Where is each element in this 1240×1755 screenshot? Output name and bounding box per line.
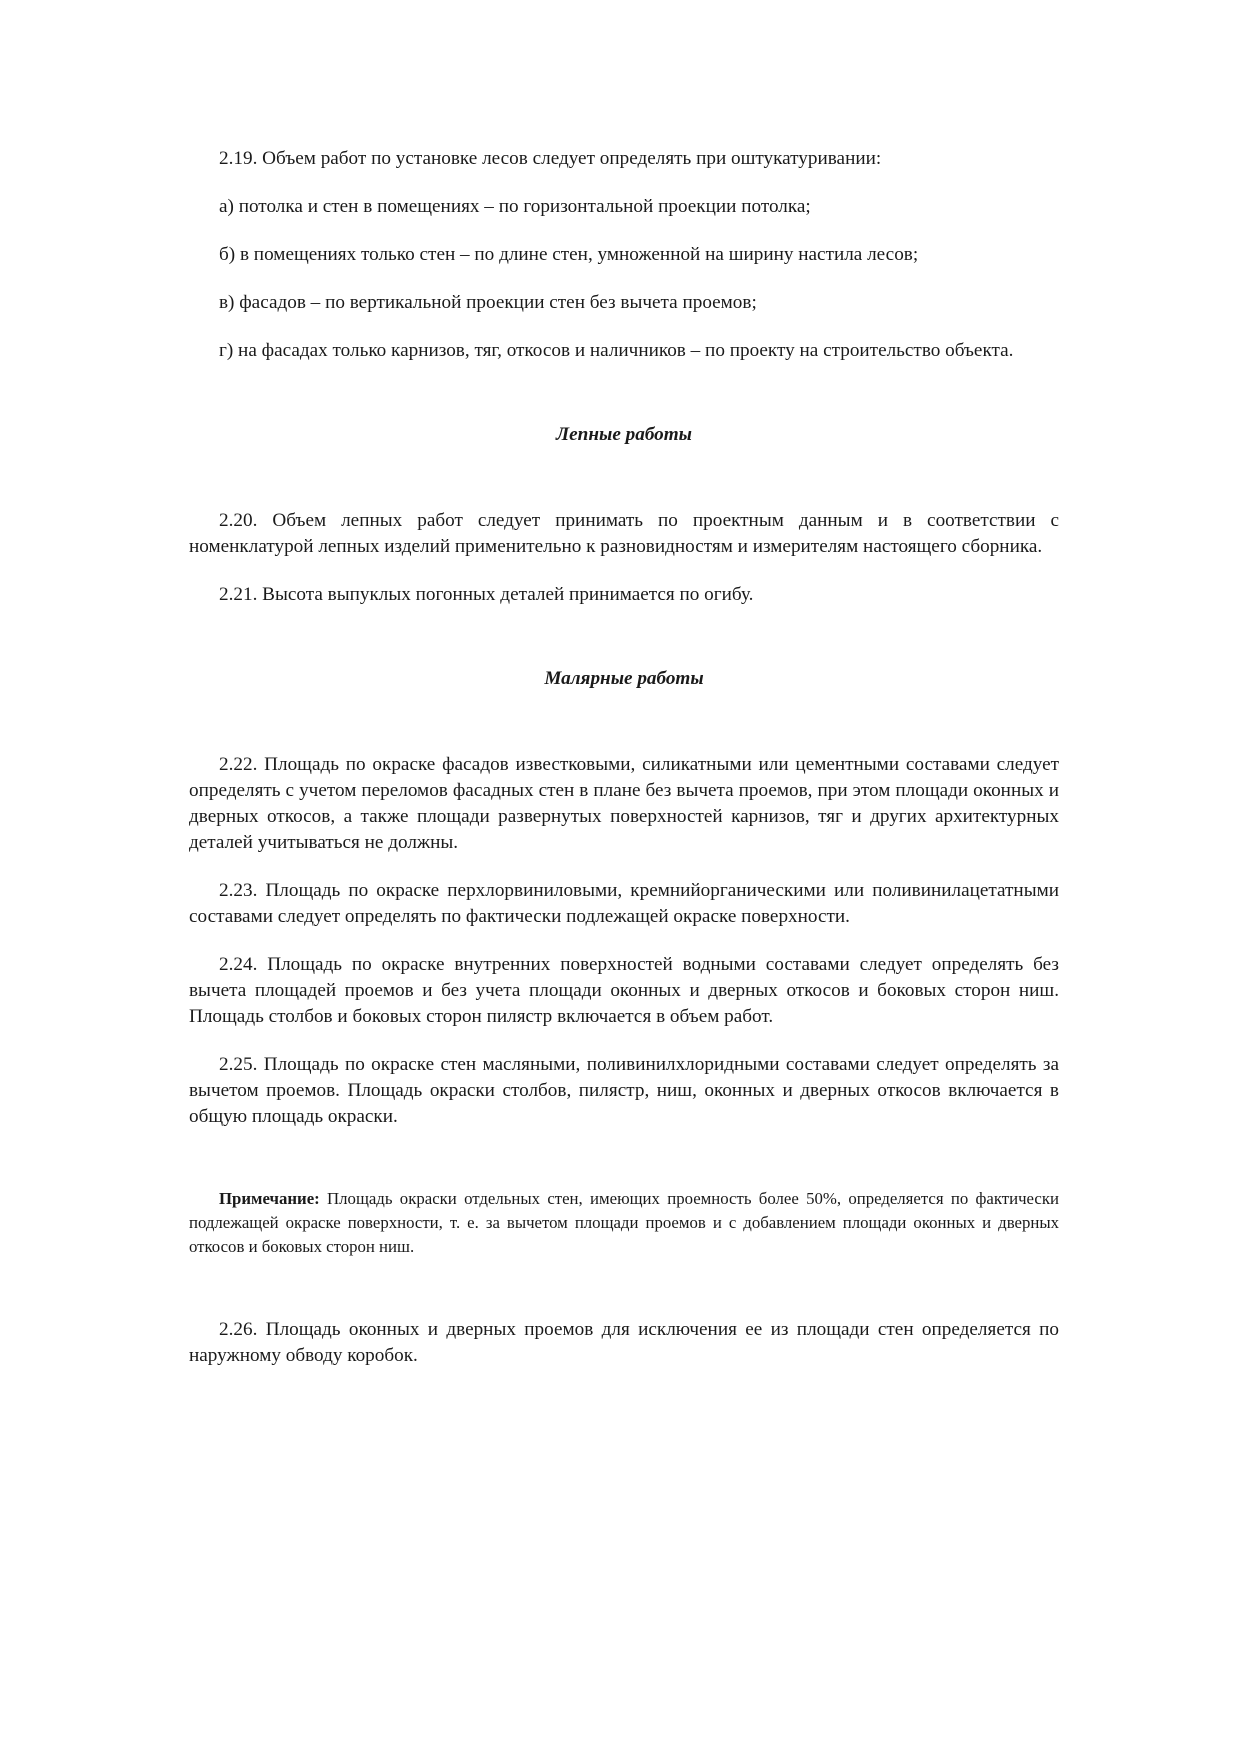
note-label: Примечание: — [219, 1189, 320, 1208]
paragraph-2-23: 2.23. Площадь по окраске перхлорвиниловыми, кремнийорганическими или поливинилацетатными составами следует определять по фактически подлежащей окраске поверхности. — [189, 880, 1059, 927]
paragraph-2-19: 2.19. Объем работ по установке лесов следует определять при оштукатуривании: — [219, 148, 882, 169]
note-paragraph — [189, 1187, 1059, 1259]
paragraph-2-25: 2.25. Площадь по окраске стен масляными, поливинилхлоридными составами следует определять за вычетом проемов. Площадь окраски столбов, пилястр, ниш, оконных и дверных откосов включается в общую площадь окраски. — [189, 1054, 1059, 1127]
document-page — [189, 146, 1059, 1391]
section-heading-painting: Малярные работы — [544, 668, 704, 689]
list-item-v: в) фасадов – по вертикальной проекции стен без вычета проемов; — [219, 292, 757, 313]
paragraph-2-24: 2.24. Площадь по окраске внутренних поверхностей водными составами следует определять без вычета площадей проемов и без учета площади оконных и дверных откосов и боковых сторон ниш. Площадь столбов и боковых сторон пилястр включается в объем работ. — [189, 954, 1059, 1027]
paragraph-2-21: 2.21. Высота выпуклых погонных деталей принимается по огибу. — [219, 584, 754, 605]
list-item-a: а) потолка и стен в помещениях – по горизонтальной проекции потолка; — [219, 196, 811, 217]
list-item-b: б) в помещениях только стен – по длине стен, умноженной на ширину настила лесов; — [219, 244, 919, 265]
paragraph-2-26: 2.26. Площадь оконных и дверных проемов для исключения ее из площади стен определяется по наружному обводу коробок. — [189, 1319, 1059, 1366]
paragraph-2-20: 2.20. Объем лепных работ следует принимать по проектным данным и в соответствии с номенклатурой лепных изделий применительно к разновидностям и измерителям настоящего сборника. — [189, 510, 1059, 557]
section-heading-moulding: Лепные работы — [556, 424, 692, 445]
paragraph-2-22: 2.22. Площадь по окраске фасадов известковыми, силикатными или цементными составами следует определять с учетом переломов фасадных стен в плане без вычета проемов, при этом площади оконных и дверных откосов, а также площади развернутых поверхностей карнизов, тяг и других архитектурных деталей учитываться не должны. — [189, 754, 1059, 853]
note-text: Площадь окраски отдельных стен, имеющих проемность более 50%, определяется по фактически подлежащей окраске поверхности, т. е. за вычетом площади проемов и с добавлением площади оконных и дверных откосов и боковых сторон ниш. — [189, 1189, 1059, 1256]
list-item-g: г) на фасадах только карнизов, тяг, откосов и наличников – по проекту на строительство объекта. — [219, 340, 1014, 361]
